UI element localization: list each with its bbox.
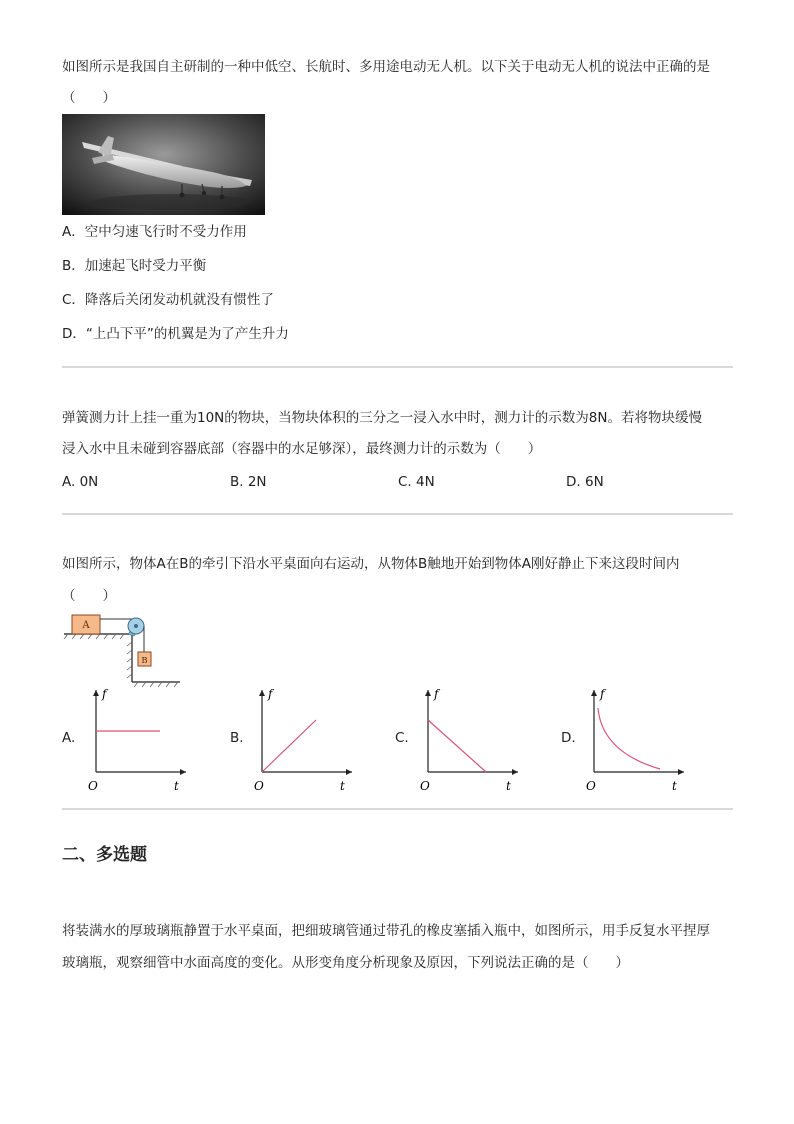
- q2-stem-line2: 浸入水中且未碰到容器底部（容器中的水足够深），最终测力计的示数为（ ）: [62, 441, 542, 457]
- graph-c-x-label: t: [506, 779, 511, 793]
- graph-a: [84, 684, 194, 794]
- q2-option-d: D. 6N: [566, 474, 604, 490]
- graph-c: [416, 684, 526, 794]
- block-a-label: A: [82, 620, 90, 631]
- q1-option-a: A．空中匀速飞行时不受力作用: [62, 224, 247, 240]
- q2-stem-line1: 弹簧测力计上挂一重为10N的物块，当物块体积的三分之一浸入水中时，测力计的示数为8N。若将物块缓慢: [62, 410, 702, 426]
- q2-option-a: A. 0N: [62, 474, 99, 490]
- divider: [62, 366, 733, 368]
- graph-d-option: D.: [561, 730, 576, 746]
- graph-d: [582, 684, 692, 794]
- graph-d-curve: [598, 708, 660, 769]
- graph-b-curve: [262, 720, 316, 772]
- graph-d-y-label: f: [600, 687, 605, 701]
- graph-a-option: A.: [62, 730, 76, 746]
- q2-option-b: B. 2N: [230, 474, 267, 490]
- q1-option-b: B．加速起飞时受力平衡: [62, 258, 207, 274]
- q1-option-d: D．“上凸下平”的机翼是为了产生升力: [62, 326, 289, 342]
- graph-c-origin: O: [420, 779, 430, 793]
- graph-a-origin: O: [88, 779, 98, 793]
- q1-option-c: C．降落后关闭发动机就没有惯性了: [62, 292, 274, 308]
- graph-b-origin: O: [254, 779, 264, 793]
- graph-d-x-label: t: [672, 779, 677, 793]
- section-title: 二、多选题: [62, 845, 147, 865]
- graph-b-x-label: t: [340, 779, 345, 793]
- divider: [62, 513, 733, 515]
- graph-d-origin: O: [586, 779, 596, 793]
- graph-b-y-label: f: [268, 687, 273, 701]
- q4-stem-line2: 玻璃瓶，观察细管中水面高度的变化。从形变角度分析现象及原因，下列说法正确的是（ ）: [62, 955, 629, 971]
- graph-c-curve: [428, 720, 486, 772]
- graph-c-option: C.: [395, 730, 409, 746]
- divider: [62, 808, 733, 810]
- q1-stem: 如图所示是我国自主研制的一种中低空、长航时、多用途电动无人机。以下关于电动无人机的说法中正确的是: [62, 59, 710, 75]
- block-b-label: B: [141, 656, 148, 666]
- graph-a-x-label: t: [174, 779, 179, 793]
- graph-b: [250, 684, 360, 794]
- pulley-figure: [62, 610, 184, 688]
- q3-blank: （ ）: [62, 588, 116, 604]
- q4-stem-line1: 将装满水的厚玻璃瓶静置于水平桌面，把细玻璃管通过带孔的橡皮塞插入瓶中，如图所示，用手反复水平捏厚: [62, 923, 710, 939]
- graph-c-y-label: f: [434, 687, 439, 701]
- graph-a-y-label: f: [102, 687, 107, 701]
- q3-stem: 如图所示，物体A在B的牵引下沿水平桌面向右运动，从物体B触地开始到物体A刚好静止下来这段时间内: [62, 556, 680, 572]
- q1-blank: （ ）: [62, 90, 116, 106]
- graph-b-option: B.: [230, 730, 244, 746]
- drone-photo: [62, 114, 265, 215]
- q2-option-c: C. 4N: [398, 474, 435, 490]
